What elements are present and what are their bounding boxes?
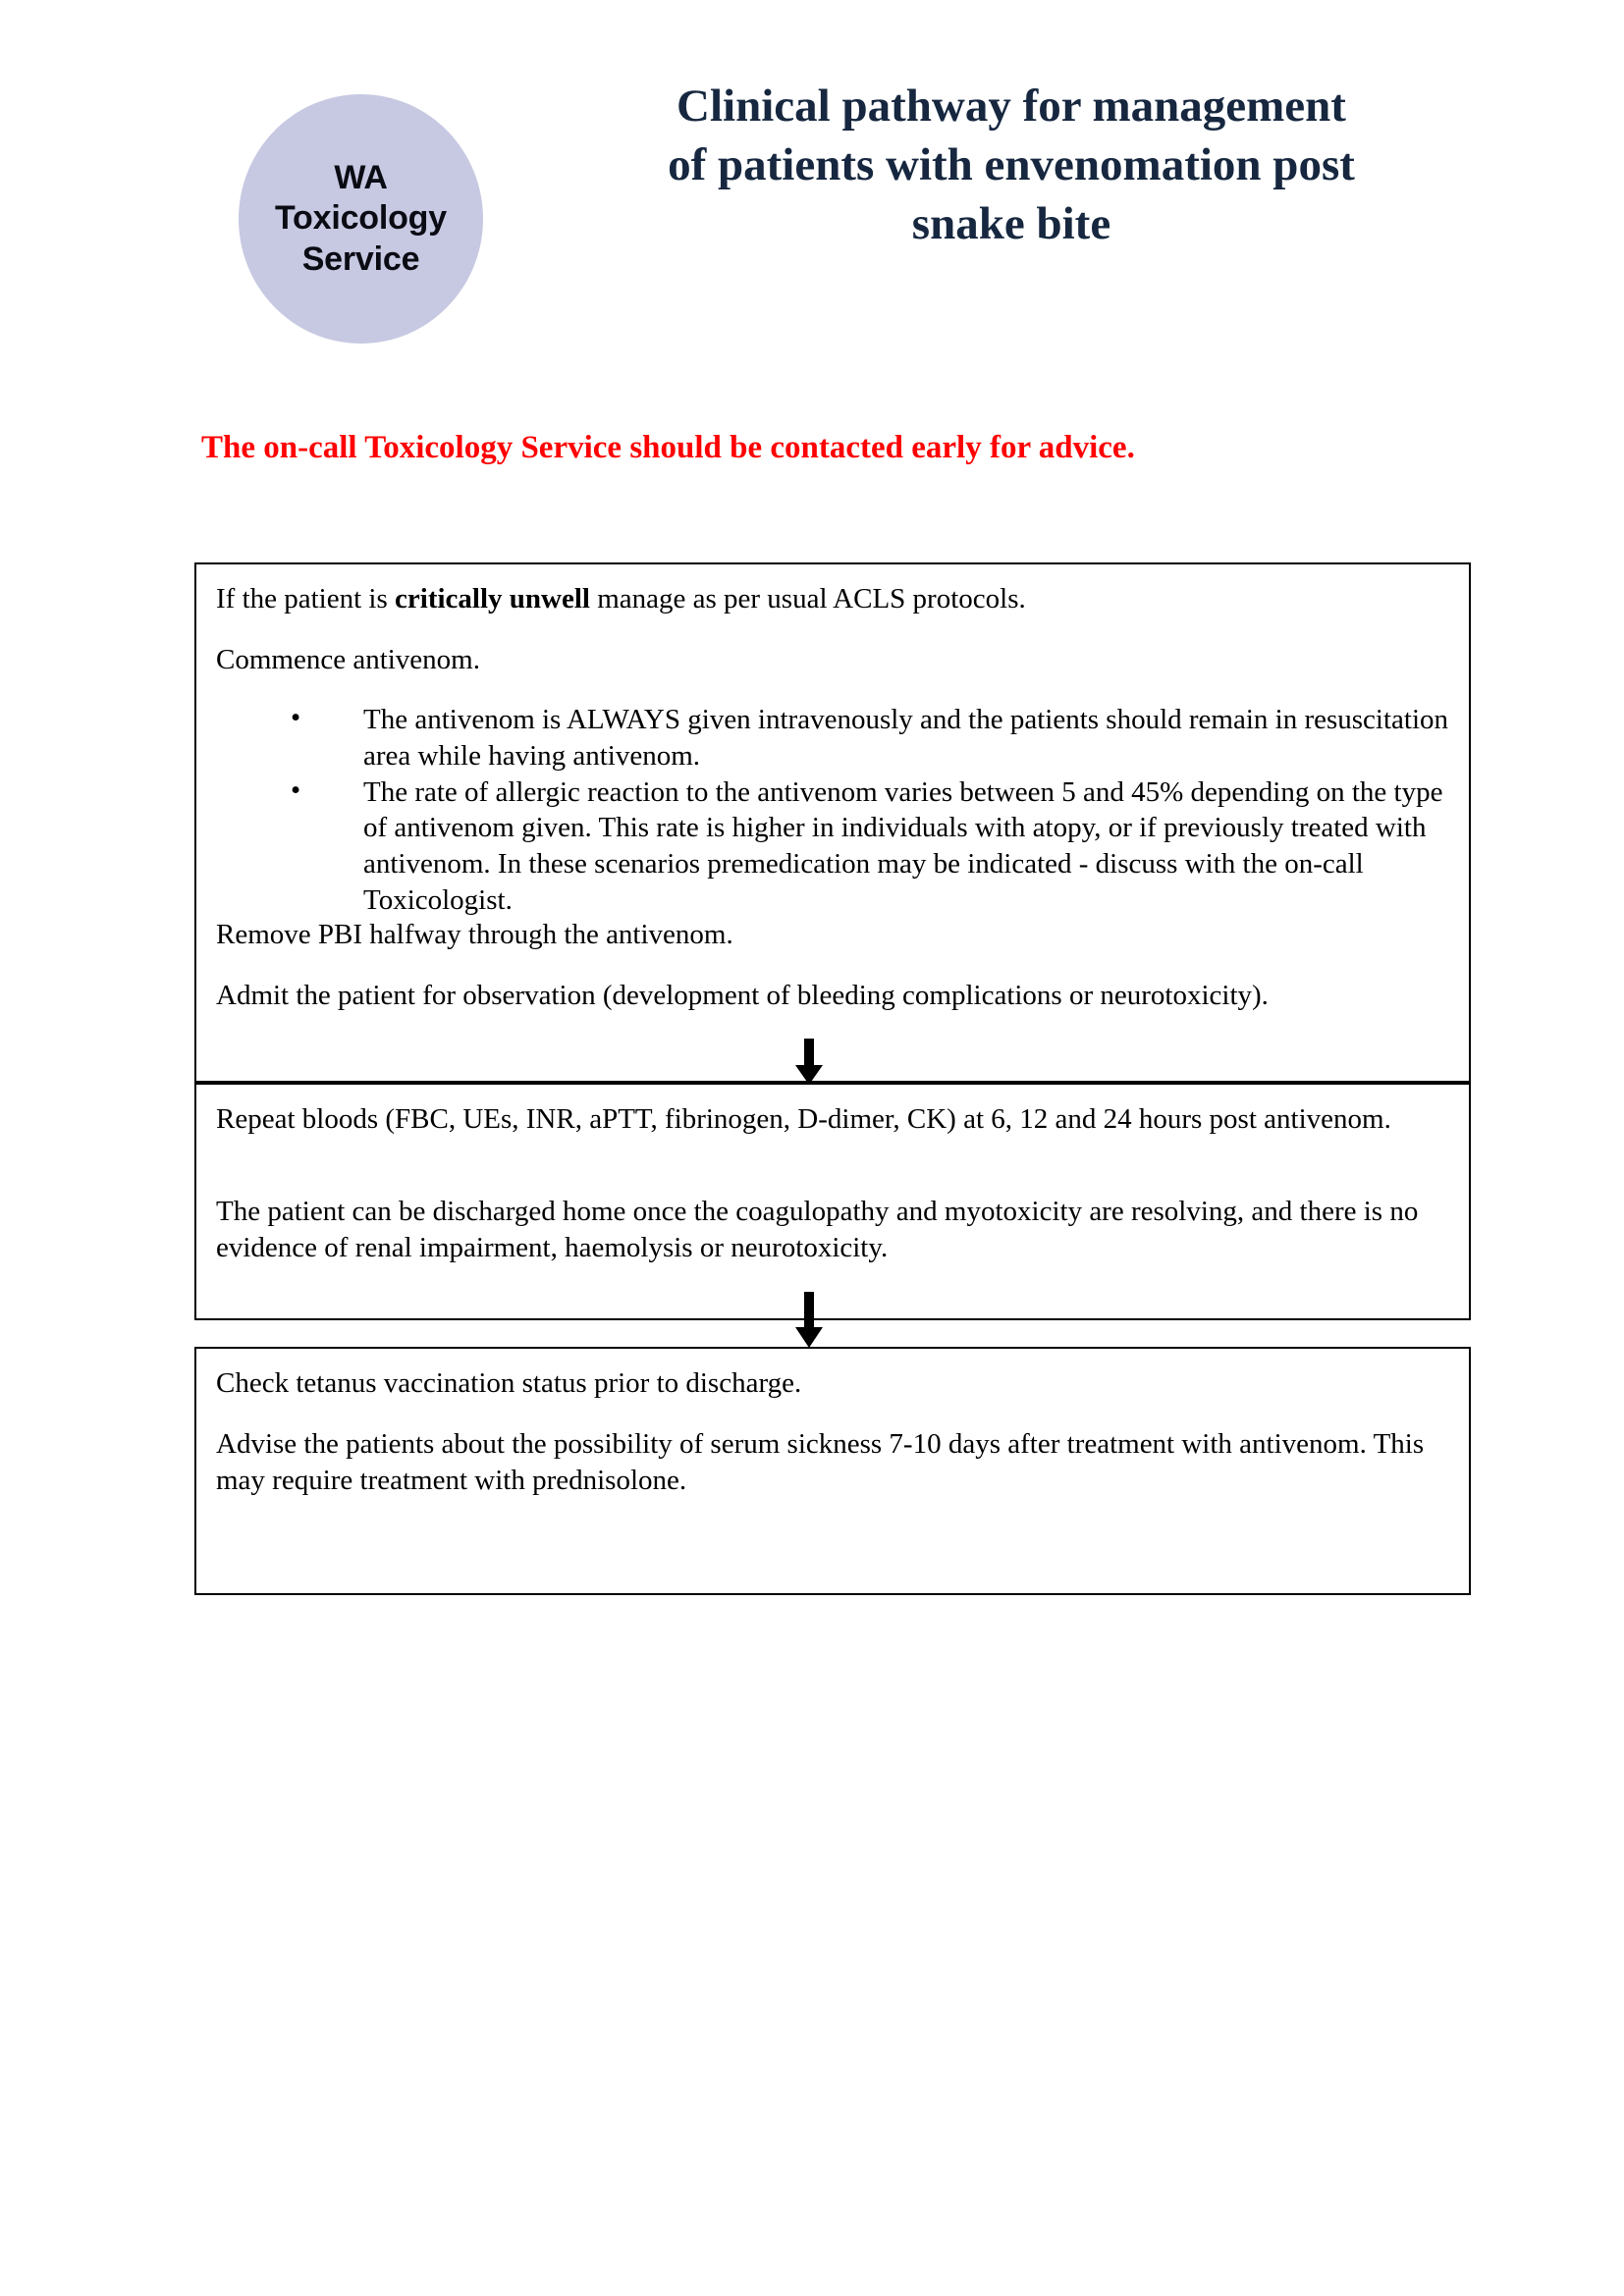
discharge-criteria-paragraph: The patient can be discharged home once the coagulopathy and myotoxicity are resolving, and there is no evidence of renal impairment, haemolysis or neurotoxicity. xyxy=(216,1196,1419,1263)
wa-toxicology-service-logo xyxy=(239,94,483,344)
logo-line-2: Toxicology xyxy=(275,199,447,238)
antivenom-bullet-list xyxy=(196,702,1469,919)
serum-sickness-advice-paragraph: Advise the patients about the possibility of serum sickness 7-10 days after treatment with antivenom. This may require treatment with prednisolone. xyxy=(216,1428,1425,1496)
list-item-text: The rate of allergic reaction to the antivenom varies between 5 and 45% depending on the type of antivenom given. This rate is higher in individuals with atopy, or if previously treated with antivenom. In these scenarios premedication may be indicated - discuss with the on-call Toxicologist. xyxy=(363,775,1443,917)
page-title xyxy=(511,77,1512,253)
bullet-marker-icon: • xyxy=(291,702,301,734)
flow-box-initial-management xyxy=(194,562,1471,1083)
flow-box-observation-and-discharge xyxy=(194,1083,1471,1320)
document-header xyxy=(0,0,1624,393)
repeat-bloods-paragraph: Repeat bloods (FBC, UEs, INR, aPTT, fibrinogen, D-dimer, CK) at 6, 12 and 24 hours post antivenom. xyxy=(216,1103,1391,1135)
critically-unwell-emphasis: critically unwell xyxy=(395,583,590,614)
critically-unwell-post: manage as per usual ACLS protocols. xyxy=(589,583,1026,614)
contact-toxicology-alert: The on-call Toxicology Service should be contacted early for advice. xyxy=(201,430,1135,465)
list-item-text: The antivenom is ALWAYS given intravenously and the patients should remain in resuscitation area while having antivenom. xyxy=(363,704,1449,772)
commence-antivenom-paragraph: Commence antivenom. xyxy=(216,644,480,675)
critically-unwell-pre: If the patient is xyxy=(216,583,396,614)
critically-unwell-paragraph xyxy=(216,581,1449,617)
bullet-marker-icon: • xyxy=(291,774,301,806)
list-item xyxy=(196,774,1469,919)
flow-arrow-down-icon-1 xyxy=(794,1039,824,1086)
tetanus-check-paragraph: Check tetanus vaccination status prior to discharge. xyxy=(216,1367,802,1399)
page-title-line-2: of patients with envenomation post xyxy=(668,139,1355,191)
page-title-line-3: snake bite xyxy=(911,198,1111,250)
list-item xyxy=(196,702,1469,774)
page-title-line-1: Clinical pathway for management xyxy=(677,80,1346,132)
remove-pbi-paragraph: Remove PBI halfway through the antivenom. xyxy=(216,919,733,950)
flow-arrow-down-icon-2 xyxy=(794,1292,824,1349)
logo-line-3: Service xyxy=(301,240,420,278)
flow-box-discharge-advice xyxy=(194,1347,1471,1595)
logo-line-1: WA xyxy=(334,158,388,196)
admit-for-observation-paragraph: Admit the patient for observation (development of bleeding complications or neurotoxicity). xyxy=(216,980,1269,1011)
